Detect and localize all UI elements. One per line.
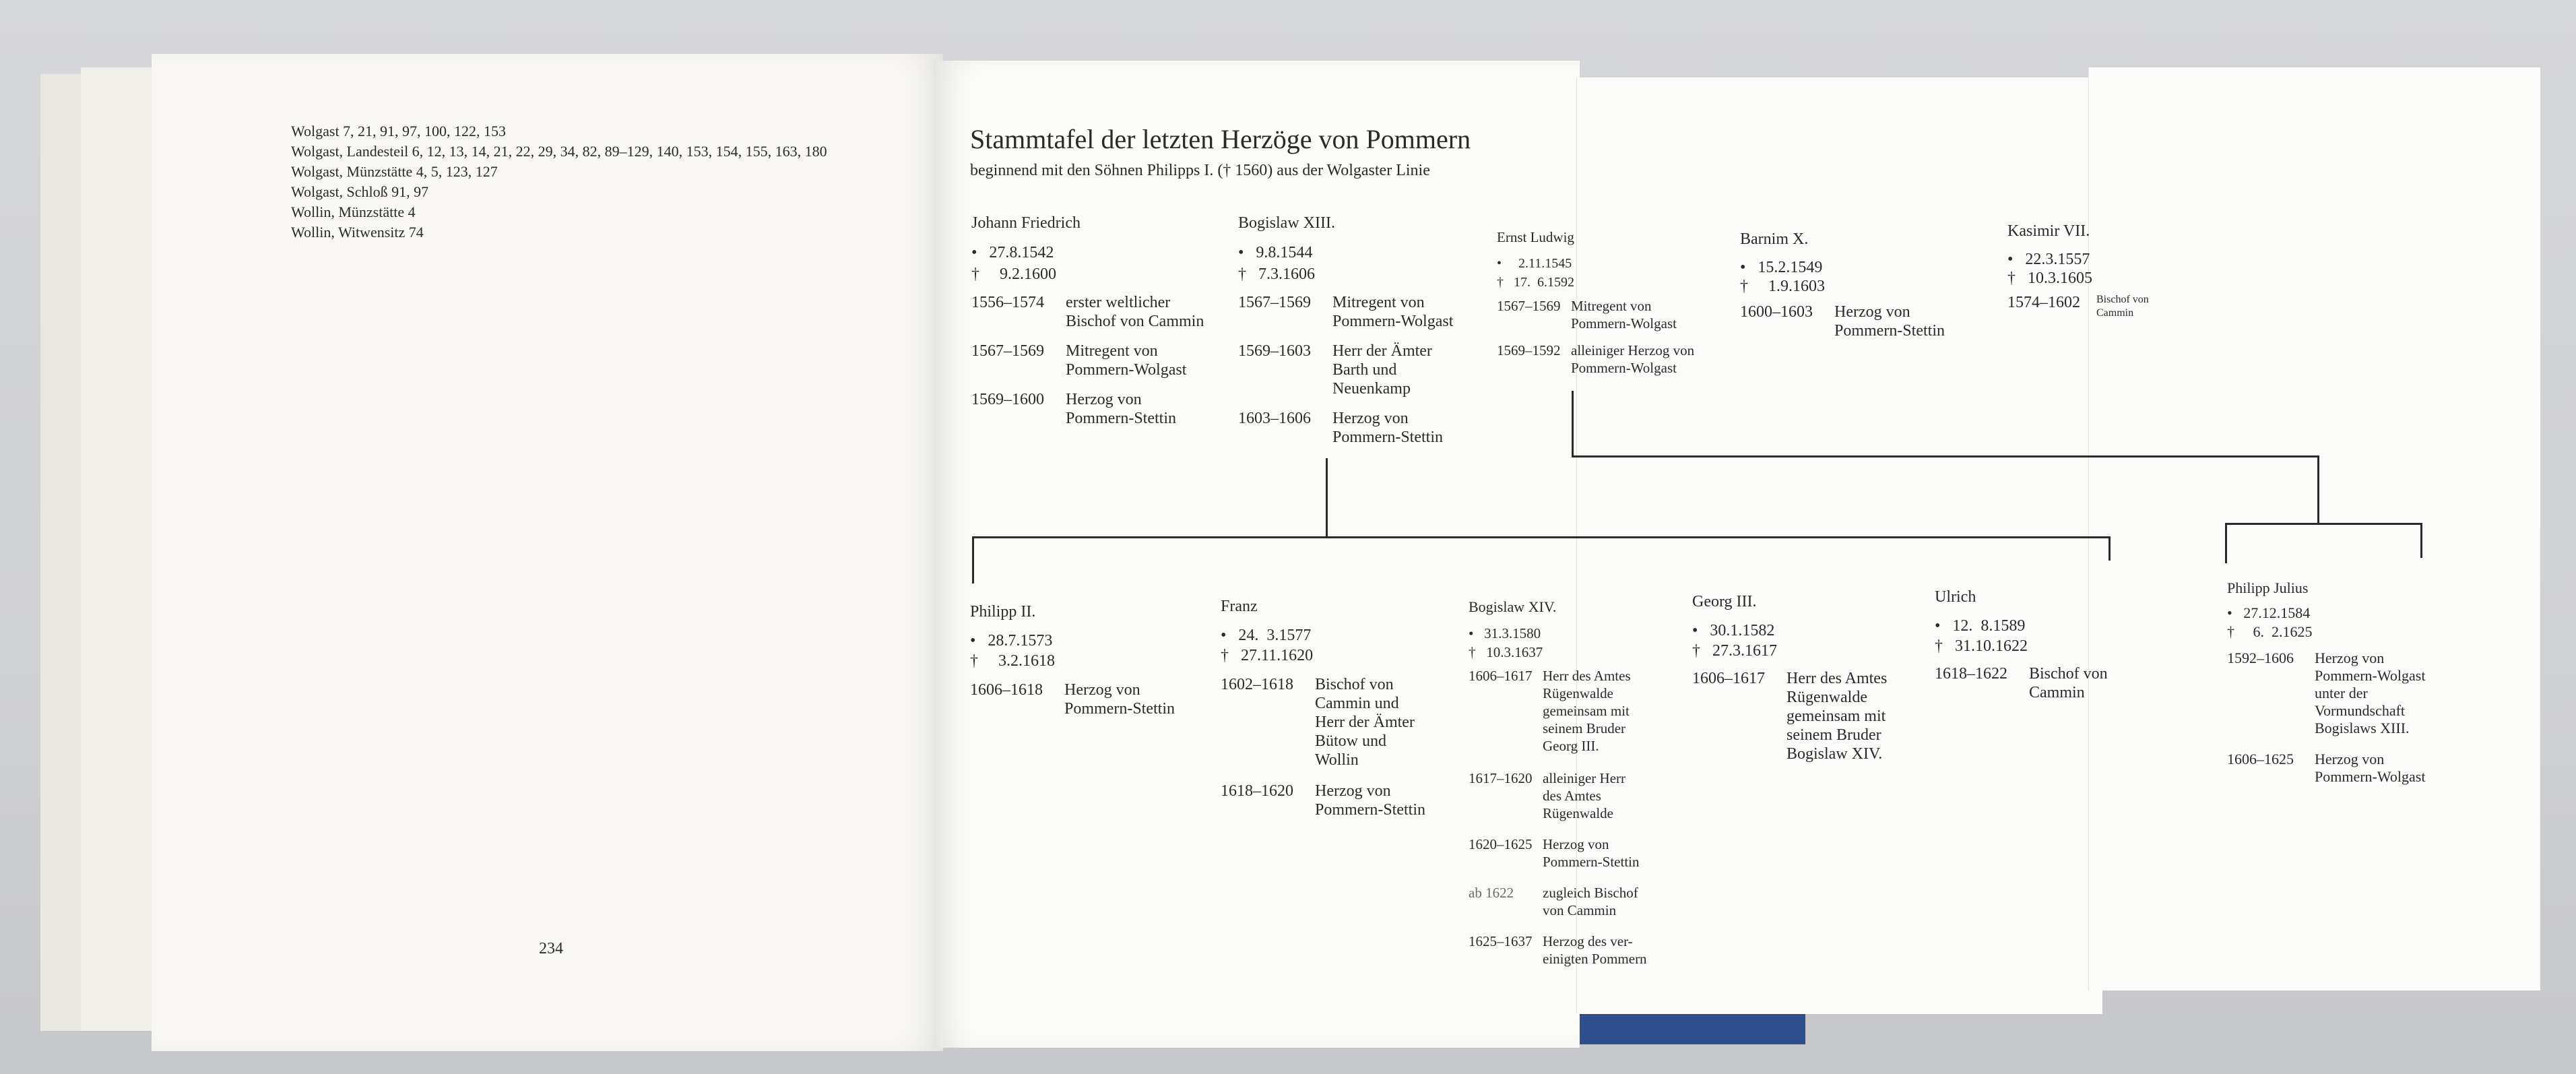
office-desc: Herzog von Pommern-Stettin: [1315, 782, 1425, 819]
tree-connector: [2420, 523, 2422, 558]
death-date: † 9.2.1600: [971, 265, 1056, 283]
birth-date: • 27.8.1542: [971, 244, 1054, 261]
office-years: 1569–1600: [971, 391, 1044, 408]
office-years: 1567–1569: [971, 342, 1044, 360]
office-entry: [971, 342, 1227, 379]
death-date: † 17. 6.1592: [1497, 275, 1574, 290]
person-name: Barnim X.: [1740, 230, 1809, 248]
person-bogislaw-xiii: [1238, 214, 1501, 447]
person-ernst-ludwig: [1497, 229, 1766, 377]
office-entry: [1497, 297, 1766, 332]
office-entry: [971, 293, 1227, 331]
office-years: 1625–1637: [1469, 933, 1533, 949]
death-date: † 10.3.1637: [1469, 644, 1543, 660]
birth-date: • 15.2.1549: [1740, 259, 1823, 276]
person-philipp-ii: [970, 603, 1213, 718]
office-desc: Herzog von Pommern-Stettin: [1543, 836, 1640, 870]
office-desc: Herzog von Pommern-Stettin: [1064, 681, 1175, 718]
index-entry: Wolgast 7, 21, 91, 97, 100, 122, 153: [291, 123, 507, 139]
person-name: Bogislaw XIV.: [1469, 598, 1557, 615]
office-entry: [1935, 664, 2177, 702]
person-name: Ernst Ludwig: [1497, 229, 1574, 245]
life-dates: [2227, 604, 2497, 641]
death-date: † 27.11.1620: [1221, 647, 1314, 664]
birth-date: • 2.11.1545: [1497, 256, 1572, 271]
person-johann-friedrich: [971, 214, 1227, 428]
death-date: † 1.9.1603: [1740, 278, 1825, 295]
office-entry: [1238, 342, 1501, 398]
life-dates: [1221, 625, 1477, 666]
page-number: 234: [539, 940, 563, 957]
office-desc: Herzog von Pommern-Stettin: [1066, 391, 1176, 427]
office-desc: Mitregent von Pommern-Wolgast: [1066, 342, 1187, 379]
person-name: Kasimir VII.: [2007, 222, 2090, 240]
office-entry: [970, 681, 1213, 718]
death-date: † 10.3.1605: [2007, 270, 2092, 287]
office-years: 1592–1606: [2227, 650, 2294, 666]
tree-connector: [1572, 455, 2319, 457]
life-dates: [2007, 250, 2250, 288]
person-name: Johann Friedrich: [971, 214, 1081, 232]
office-desc: Herr der Ämter Barth und Neuenkamp: [1332, 342, 1432, 398]
person-name: Franz: [1221, 598, 1258, 615]
office-entry: [1469, 884, 1711, 919]
index-entry: Wollin, Witwensitz 74: [291, 224, 424, 241]
death-date: † 27.3.1617: [1692, 642, 1777, 660]
office-entry: [1497, 342, 1766, 377]
person-franz: [1221, 598, 1477, 819]
office-years: 1617–1620: [1469, 770, 1533, 786]
office-desc: Herzog von Pommern-Stettin: [1834, 303, 1945, 340]
life-dates: [1469, 624, 1711, 662]
birth-date: • 24. 3.1577: [1221, 627, 1312, 644]
office-entry: [1221, 675, 1477, 769]
life-dates: [1692, 621, 1935, 661]
foldout-panel-2: [2088, 67, 2540, 990]
office-entry: [2007, 293, 2250, 320]
birth-date: • 9.8.1544: [1238, 244, 1313, 261]
office-desc: Herzog von Pommern-Stettin: [1332, 410, 1443, 446]
person-name: Bogislaw XIII.: [1238, 214, 1335, 232]
office-entry: [2227, 650, 2497, 737]
birth-date: • 28.7.1573: [970, 632, 1053, 650]
tree-connector: [972, 536, 2111, 538]
life-dates: [971, 242, 1227, 285]
birth-date: • 22.3.1557: [2007, 251, 2090, 268]
office-years: 1618–1622: [1935, 665, 2007, 683]
person-name: Philipp Julius: [2227, 579, 2309, 596]
person-name: Ulrich: [1935, 588, 1976, 606]
office-desc: Herzog des ver- einigten Pommern: [1543, 933, 1647, 967]
office-entry: [1740, 303, 2009, 340]
birth-date: • 30.1.1582: [1692, 622, 1775, 639]
tree-connector: [2317, 455, 2319, 524]
person-barnim-x: [1740, 230, 2009, 340]
office-desc: Herr des Amtes Rügenwalde gemeinsam mit seinem Bruder Georg III.: [1543, 668, 1631, 754]
office-entry: [1692, 669, 1935, 763]
office-years: 1606–1618: [970, 681, 1043, 699]
person-bogislaw-xiv: [1469, 598, 1711, 968]
office-desc: alleiniger Herzog von Pommern-Wolgast: [1571, 342, 1695, 376]
person-philipp-julius: [2227, 579, 2497, 786]
office-years: 1556–1574: [971, 294, 1044, 311]
office-entry: [1469, 769, 1711, 822]
person-name: Georg III.: [1692, 593, 1757, 610]
death-date: † 3.2.1618: [970, 652, 1055, 670]
office-years: 1603–1606: [1238, 410, 1311, 427]
office-years: 1569–1603: [1238, 342, 1311, 360]
tree-connector: [1326, 458, 1328, 538]
office-desc: Herzog von Pommern-Wolgast unter der Vormundschaft Bogislaws XIII.: [2315, 650, 2426, 736]
office-desc: Bischof von Cammin: [2029, 665, 2108, 701]
office-years: 1600–1603: [1740, 303, 1813, 321]
office-entry: [1469, 933, 1711, 968]
birth-date: • 27.12.1584: [2227, 604, 2311, 621]
office-desc: Bischof von Cammin und Herr der Ämter Bütow und Wollin: [1315, 676, 1415, 769]
office-desc: Mitregent von Pommern-Wolgast: [1571, 298, 1677, 331]
office-years: 1606–1617: [1469, 668, 1533, 684]
office-desc: Herr des Amtes Rügenwalde gemeinsam mit seinem Bruder Bogislaw XIV.: [1786, 670, 1888, 763]
office-entry: [1221, 782, 1477, 819]
tree-connector: [1572, 391, 1574, 457]
tree-connector: [2225, 523, 2422, 525]
office-years: ab 1622: [1469, 885, 1514, 901]
office-years: 1620–1625: [1469, 836, 1533, 852]
office-entry: [1238, 409, 1501, 447]
person-ulrich: [1935, 588, 2177, 702]
chart-title: Stammtafel der letzten Herzöge von Pommern: [970, 124, 1471, 154]
life-dates: [1935, 616, 2177, 656]
birth-date: • 12. 8.1589: [1935, 617, 2026, 635]
office-years: 1574–1602: [2007, 294, 2080, 311]
index-entry: Wolgast, Münzstätte 4, 5, 123, 127: [291, 163, 498, 180]
death-date: † 31.10.1622: [1935, 637, 2028, 655]
office-desc: Bischof von Cammin: [2096, 294, 2149, 319]
life-dates: [1740, 258, 2009, 296]
office-desc: erster weltlicher Bischof von Cammin: [1066, 294, 1204, 330]
death-date: † 6. 2.1625: [2227, 623, 2313, 640]
office-entry: [2227, 751, 2497, 786]
death-date: † 7.3.1606: [1238, 265, 1315, 283]
office-years: 1606–1617: [1692, 670, 1765, 687]
office-desc: alleiniger Herr des Amtes Rügenwalde: [1543, 770, 1626, 821]
office-entry: [1469, 835, 1711, 871]
index-entry: Wolgast, Landesteil 6, 12, 13, 14, 21, 22, 29, 34, 82, 89–129, 140, 153, 154, 155, 163, 180: [291, 143, 827, 160]
birth-date: • 31.3.1580: [1469, 625, 1541, 641]
office-years: 1602–1618: [1221, 676, 1293, 693]
person-georg-iii: [1692, 593, 1935, 763]
tree-connector: [972, 536, 974, 583]
tree-connector: [2225, 523, 2227, 563]
life-dates: [970, 631, 1213, 671]
index-entry: Wollin, Münzstätte 4: [291, 203, 416, 220]
office-entry: [1238, 293, 1501, 331]
life-dates: [1238, 242, 1501, 285]
office-years: 1569–1592: [1497, 342, 1561, 358]
office-years: 1567–1569: [1497, 298, 1561, 314]
office-years: 1567–1569: [1238, 294, 1311, 311]
tree-connector: [2108, 536, 2111, 561]
index-list: [291, 121, 827, 243]
person-name: Philipp II.: [970, 603, 1036, 621]
office-desc: Herzog von Pommern-Wolgast: [2315, 751, 2426, 785]
person-kasimir-vii: [2007, 222, 2250, 320]
office-years: 1606–1625: [2227, 751, 2294, 767]
life-dates: [1497, 254, 1766, 292]
chart-subtitle: beginnend mit den Söhnen Philipps I. († 1560) aus der Wolgaster Linie: [970, 162, 1430, 179]
office-years: 1618–1620: [1221, 782, 1293, 800]
office-entry: [971, 390, 1227, 428]
office-entry: [1469, 667, 1711, 755]
office-desc: Mitregent von Pommern-Wolgast: [1332, 294, 1454, 330]
office-desc: zugleich Bischof von Cammin: [1543, 885, 1638, 918]
index-entry: Wolgast, Schloß 91, 97: [291, 183, 429, 200]
